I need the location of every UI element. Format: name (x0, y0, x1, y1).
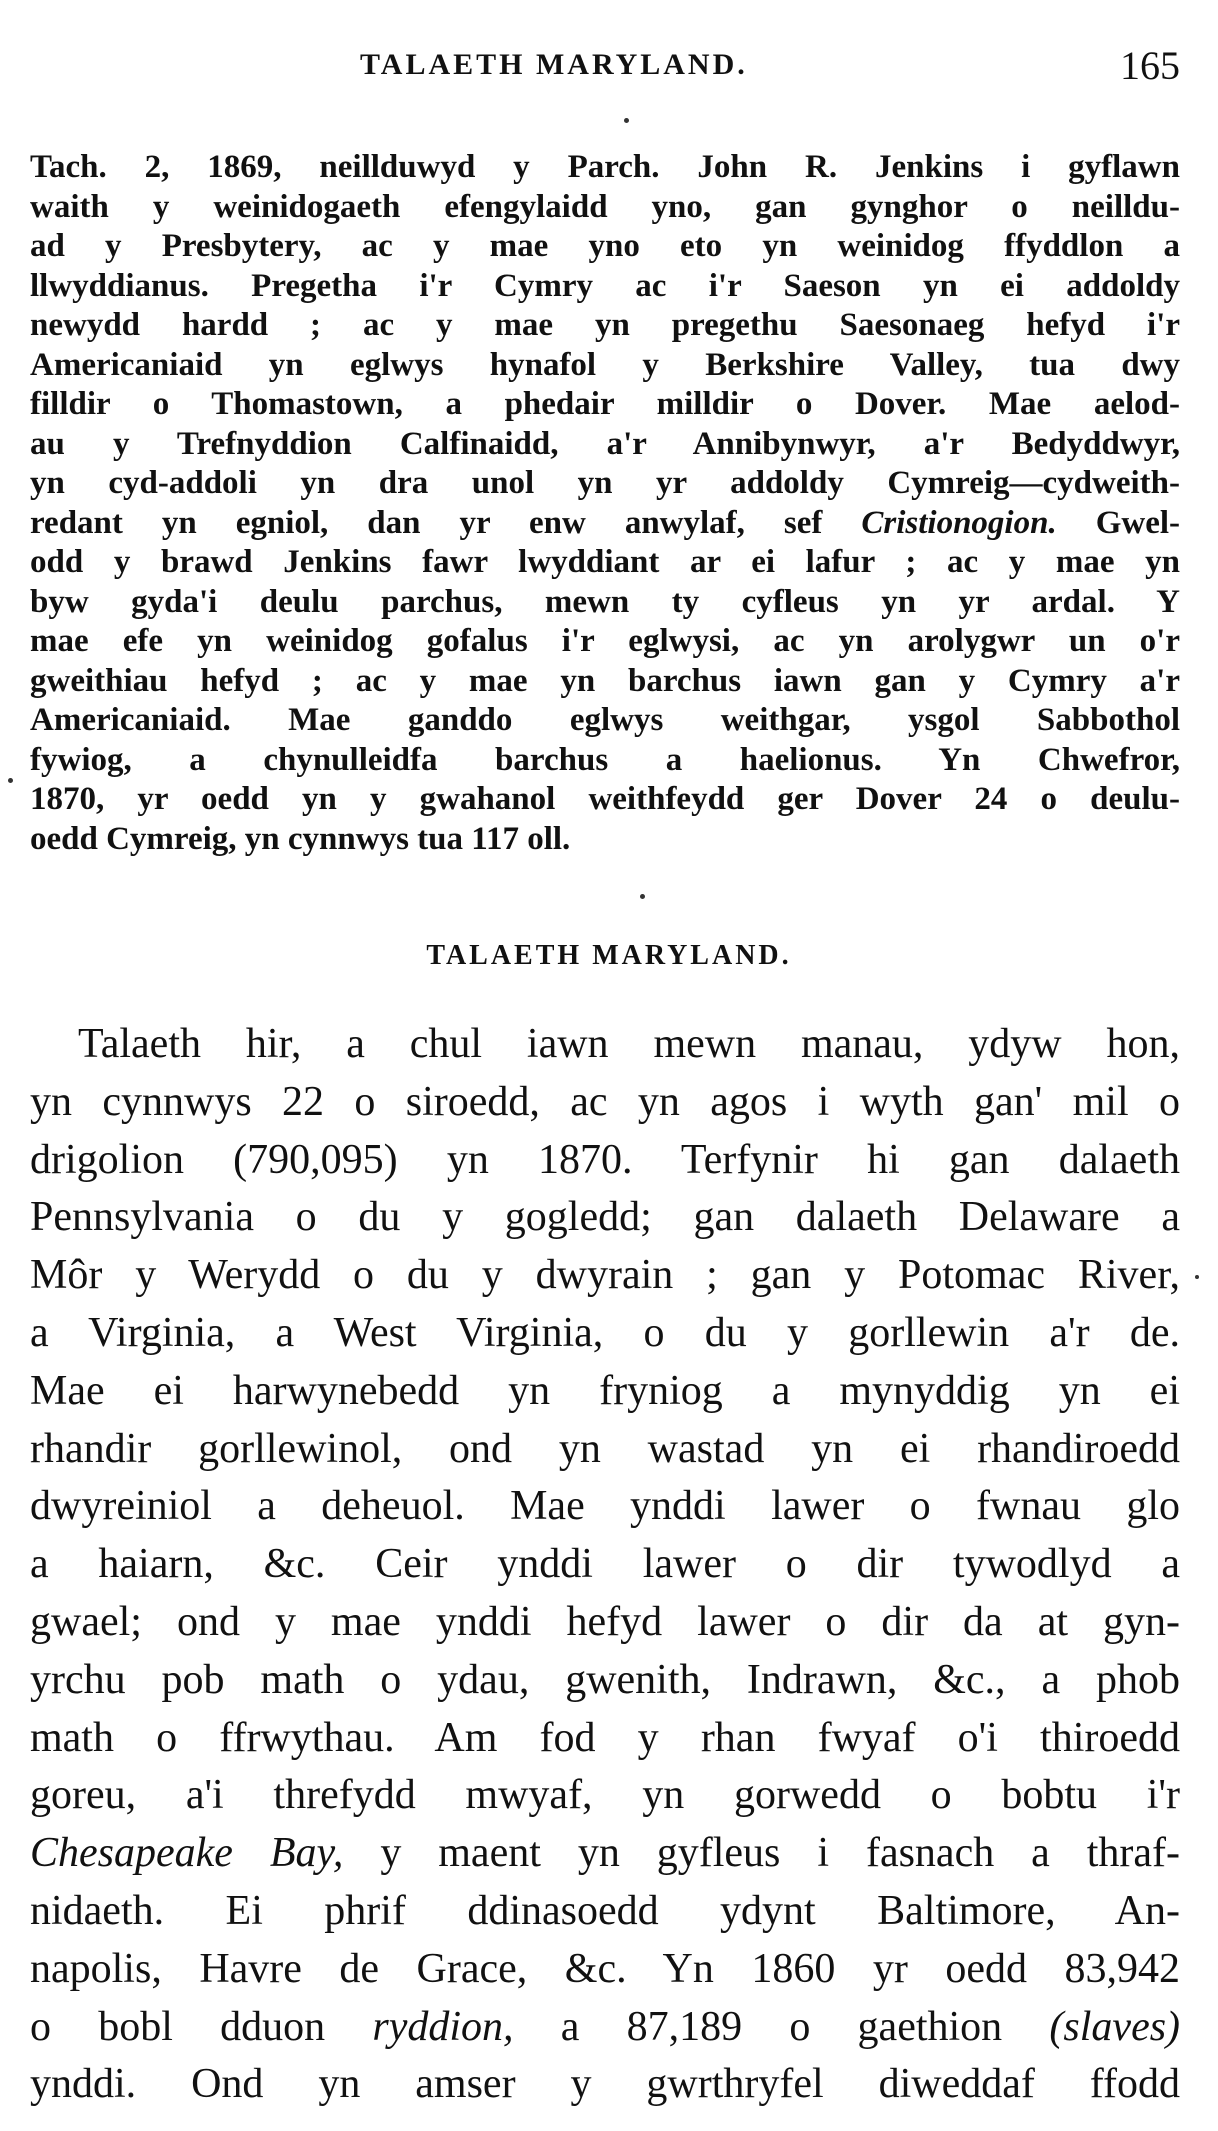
text-line: mae efe yn weinidog gofalus i'r eglwysi, ac yn arolygwr un o'r (30, 623, 1180, 659)
text-line: ad y Presbytery, ac y mae yno eto yn weinidog ffyddlon a (30, 228, 1180, 264)
text-line (30, 504, 1180, 544)
text-line: rhandir gorllewinol, ond yn wastad yn ei rhandiroedd (30, 1425, 1180, 1472)
italic-term: (slaves) (1049, 2003, 1181, 2050)
text-line: 1870, yr oedd yn y gwahanol weithfeydd ger Dover 24 o deulu- (30, 781, 1180, 817)
text-line: Mae ei harwynebedd yn fryniog a mynyddig yn ei (30, 1367, 1180, 1414)
continuation-paragraph (30, 148, 1180, 859)
text-line: ynddi. Ond yn amser y gwrthryfel diweddaf ffodd (30, 2061, 1180, 2108)
text-line: goreu, a'i threfydd mwyaf, yn gorwedd o bobtu i'r (30, 1772, 1180, 1819)
line-text: y maent yn gyfleus i fasnach a thraf- (380, 1830, 1181, 1877)
text-line: a haiarn, &c. Ceir ynddi lawer o dir tywodlyd a (30, 1541, 1180, 1588)
page-number: 165 (1120, 43, 1180, 88)
text-line: Talaeth hir, a chul iawn mewn manau, ydyw hon, (78, 1021, 1180, 1067)
text-line: fywiog, a chynulleidfa barchus a haelionus. Yn Chwefror, (30, 741, 1180, 778)
line-text: Gwel- (1095, 504, 1180, 541)
print-speck (640, 894, 645, 899)
text-line: filldir o Thomastown, a phedair milldir o Dover. Mae aelod- (30, 386, 1180, 422)
text-line: Môr y Werydd o du y dwyrain ; gan y Potomac River, (30, 1252, 1180, 1299)
text-line: Americaniaid yn eglwys hynafol y Berkshire Valley, tua dwy (30, 346, 1180, 383)
text-line: math o ffrwythau. Am fod y rhan fwyaf o'i thiroedd (30, 1714, 1180, 1761)
text-line: Americaniaid. Mae ganddo eglwys weithgar, ysgol Sabbothol (30, 702, 1180, 738)
running-title: TALAETH MARYLAND. (360, 48, 748, 81)
text-line (30, 1999, 1180, 2057)
text-line: oedd Cymreig, yn cynnwys tua 117 oll. (30, 820, 571, 857)
text-line (30, 1825, 1180, 1883)
text-line: odd y brawd Jenkins fawr lwyddiant ar ei lafur ; ac y mae yn (30, 544, 1180, 580)
italic-term: Chesapeake Bay, (30, 1830, 344, 1877)
print-speck (8, 778, 13, 783)
text-line: yn cyd-addoli yn dra unol yn yr addoldy Cymreig—cydweith- (30, 465, 1180, 501)
text-line: Tach. 2, 1869, neillduwyd y Parch. John R. Jenkins i gyflawn (30, 149, 1180, 185)
text-line: drigolion (790,095) yn 1870. Terfynir hi gan dalaeth (30, 1136, 1180, 1183)
text-line: llwyddianus. Pregetha i'r Cymry ac i'r Saeson yn ei addoldy (30, 267, 1180, 304)
running-head (30, 43, 1180, 88)
line-text: a 87,189 o gaethion (560, 2003, 1003, 2050)
text-line: waith y weinidogaeth efengylaidd yno, gan gynghor o neilldu- (30, 188, 1180, 225)
line-text: o bobl dduon (30, 2003, 326, 2050)
print-speck (624, 118, 629, 123)
line-text: redant yn egniol, dan yr enw anwylaf, sef (30, 504, 823, 541)
text-line: yrchu pob math o ydau, gwenith, Indrawn, &c., a phob (30, 1656, 1180, 1703)
text-line: newydd hardd ; ac y mae yn pregethu Saesonaeg hefyd i'r (30, 307, 1180, 343)
text-line: byw gyda'i deulu parchus, mewn ty cyfleus yn yr ardal. Y (30, 583, 1180, 620)
text-line: au y Trefnyddion Calfinaidd, a'r Annibynwyr, a'r Bedyddwyr, (30, 425, 1180, 462)
section-heading: TALAETH MARYLAND. (426, 940, 792, 971)
italic-term: ryddion, (372, 2003, 514, 2050)
section-paragraph (30, 1016, 1180, 2114)
text-line: gwael; ond y mae ynddi hefyd lawer o dir da at gyn- (30, 1598, 1180, 1645)
italic-term: Cristionogion. (861, 504, 1057, 541)
text-line: napolis, Havre de Grace, &c. Yn 1860 yr oedd 83,942 (30, 1945, 1180, 1992)
text-line: nidaeth. Ei phrif ddinasoedd ydynt Baltimore, An- (30, 1887, 1180, 1934)
text-line: dwyreiniol a deheuol. Mae ynddi lawer o fwnau glo (30, 1483, 1180, 1530)
text-line: yn cynnwys 22 o siroedd, ac yn agos i wyth gan' mil o (30, 1078, 1180, 1125)
text-line: gweithiau hefyd ; ac y mae yn barchus iawn gan y Cymry a'r (30, 662, 1180, 699)
print-speck (1195, 1275, 1199, 1279)
text-line: a Virginia, a West Virginia, o du y gorllewin a'r de. (30, 1309, 1180, 1356)
text-line: Pennsylvania o du y gogledd; gan dalaeth Delaware a (30, 1194, 1180, 1241)
